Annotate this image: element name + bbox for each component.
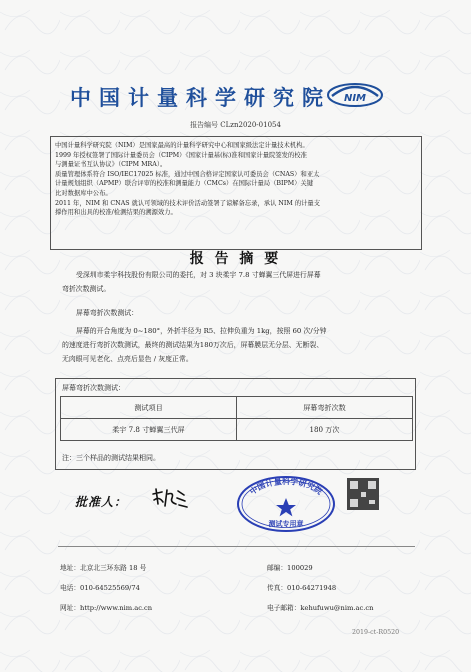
intro-line: 撑作用和出具的校准/检测结果的溯源效力。 — [55, 209, 177, 217]
summary-line: 的速度进行弯折次数测试，最终的测试结果为180万次后，屏幕膜层无分层、无断裂、 — [62, 341, 324, 349]
intro-line: 2011 年，NIM 和 CNAS 就认可领域的技术评价活动签署了谅解备忘录，承认 NIM 的计量支 — [55, 199, 321, 207]
table-row — [61, 419, 413, 441]
intro-line: 与测量证书互认协议》（CIPM MRA）。 — [55, 161, 167, 169]
footer-email[interactable]: 电子邮箱：kehufuwu@nim.ac.cn — [267, 604, 374, 612]
footer-phone: 电话：010-64525569/74 — [60, 584, 140, 592]
test-results-box — [55, 378, 416, 470]
intro-line: 比对数据库中公布。 — [55, 189, 112, 197]
results-table — [60, 396, 413, 441]
table-cell: 柔宇 7.8 寸蝉翼三代屏 — [61, 419, 237, 441]
summary-title: 报 告 摘 要 — [189, 251, 282, 267]
test-note: 注：三个样品的测试结果相同。 — [62, 454, 160, 462]
summary-para-1 — [62, 268, 414, 296]
approver-label: 批准人： — [75, 495, 128, 509]
svg-text:测试专用章: 测试专用章 — [268, 520, 304, 528]
column-header: 测试项目 — [61, 397, 237, 419]
summary-line: 弯折次数测试。 — [62, 285, 111, 293]
nim-logo-icon — [326, 82, 384, 108]
summary-line: 无肉眼可见老化、点亮后显色 / 灰度正常。 — [62, 355, 193, 363]
test-caption: 屏幕弯折次数测试： — [62, 384, 125, 392]
svg-text:NIM: NIM — [343, 93, 367, 104]
footer-postcode: 邮编：100029 — [267, 564, 313, 572]
intro-line: 质量管理体系符合 ISO/IEC17025 标准，通过中国合格评定国家认可委员会（CNAS）和亚太 — [55, 170, 320, 178]
summary-line: 屏幕的开合角度为 0~180°，外折半径为 R5、拉伸负重为 1kg，按照 60 次/分钟 — [76, 327, 327, 335]
form-code: 2019-ct-R0520 — [352, 629, 400, 636]
footer-fax: 传真：010-64271948 — [267, 584, 337, 592]
intro-line: 中国计量科学研究院（NIM）是国家最高的计量科学研究中心和国家级法定计量技术机构。 — [55, 142, 309, 149]
intro-line: 计量规划组织（APMP）联合评审的校准和测量能力（CMCs）在国际计量局（BIPM）关键 — [55, 180, 314, 188]
column-header: 屏幕弯折次数 — [237, 397, 413, 419]
org-title: 中国计量科学研究院 — [70, 85, 331, 110]
table-header-row — [61, 397, 413, 419]
svg-text:中国计量科学研究院: 中国计量科学研究院 — [248, 477, 324, 497]
institute-intro-box — [50, 136, 422, 250]
official-seal-icon — [234, 474, 338, 534]
report-number: 报告编号 CLzn2020-01054 — [190, 121, 281, 129]
summary-para-2 — [62, 324, 414, 366]
footer-address: 地址：北京北三环东路 18 号 — [60, 564, 147, 572]
summary-subheading: 屏幕弯折次数测试： — [76, 309, 139, 317]
intro-line: 1999 年授权签署了国际计量委员会（CIPM）《国家计量基(标)准和国家计量院签发的校准 — [55, 151, 307, 159]
table-cell: 180 万次 — [237, 419, 413, 441]
footer-divider — [58, 546, 415, 547]
approver-signature — [150, 486, 190, 510]
qr-code-icon — [347, 478, 379, 510]
footer-website[interactable]: 网址：http://www.nim.ac.cn — [60, 604, 153, 612]
summary-line: 受深圳市柔宇科技股份有限公司的委托，对 3 块柔宇 7.8 寸蝉翼三代屏进行屏幕 — [76, 271, 321, 279]
